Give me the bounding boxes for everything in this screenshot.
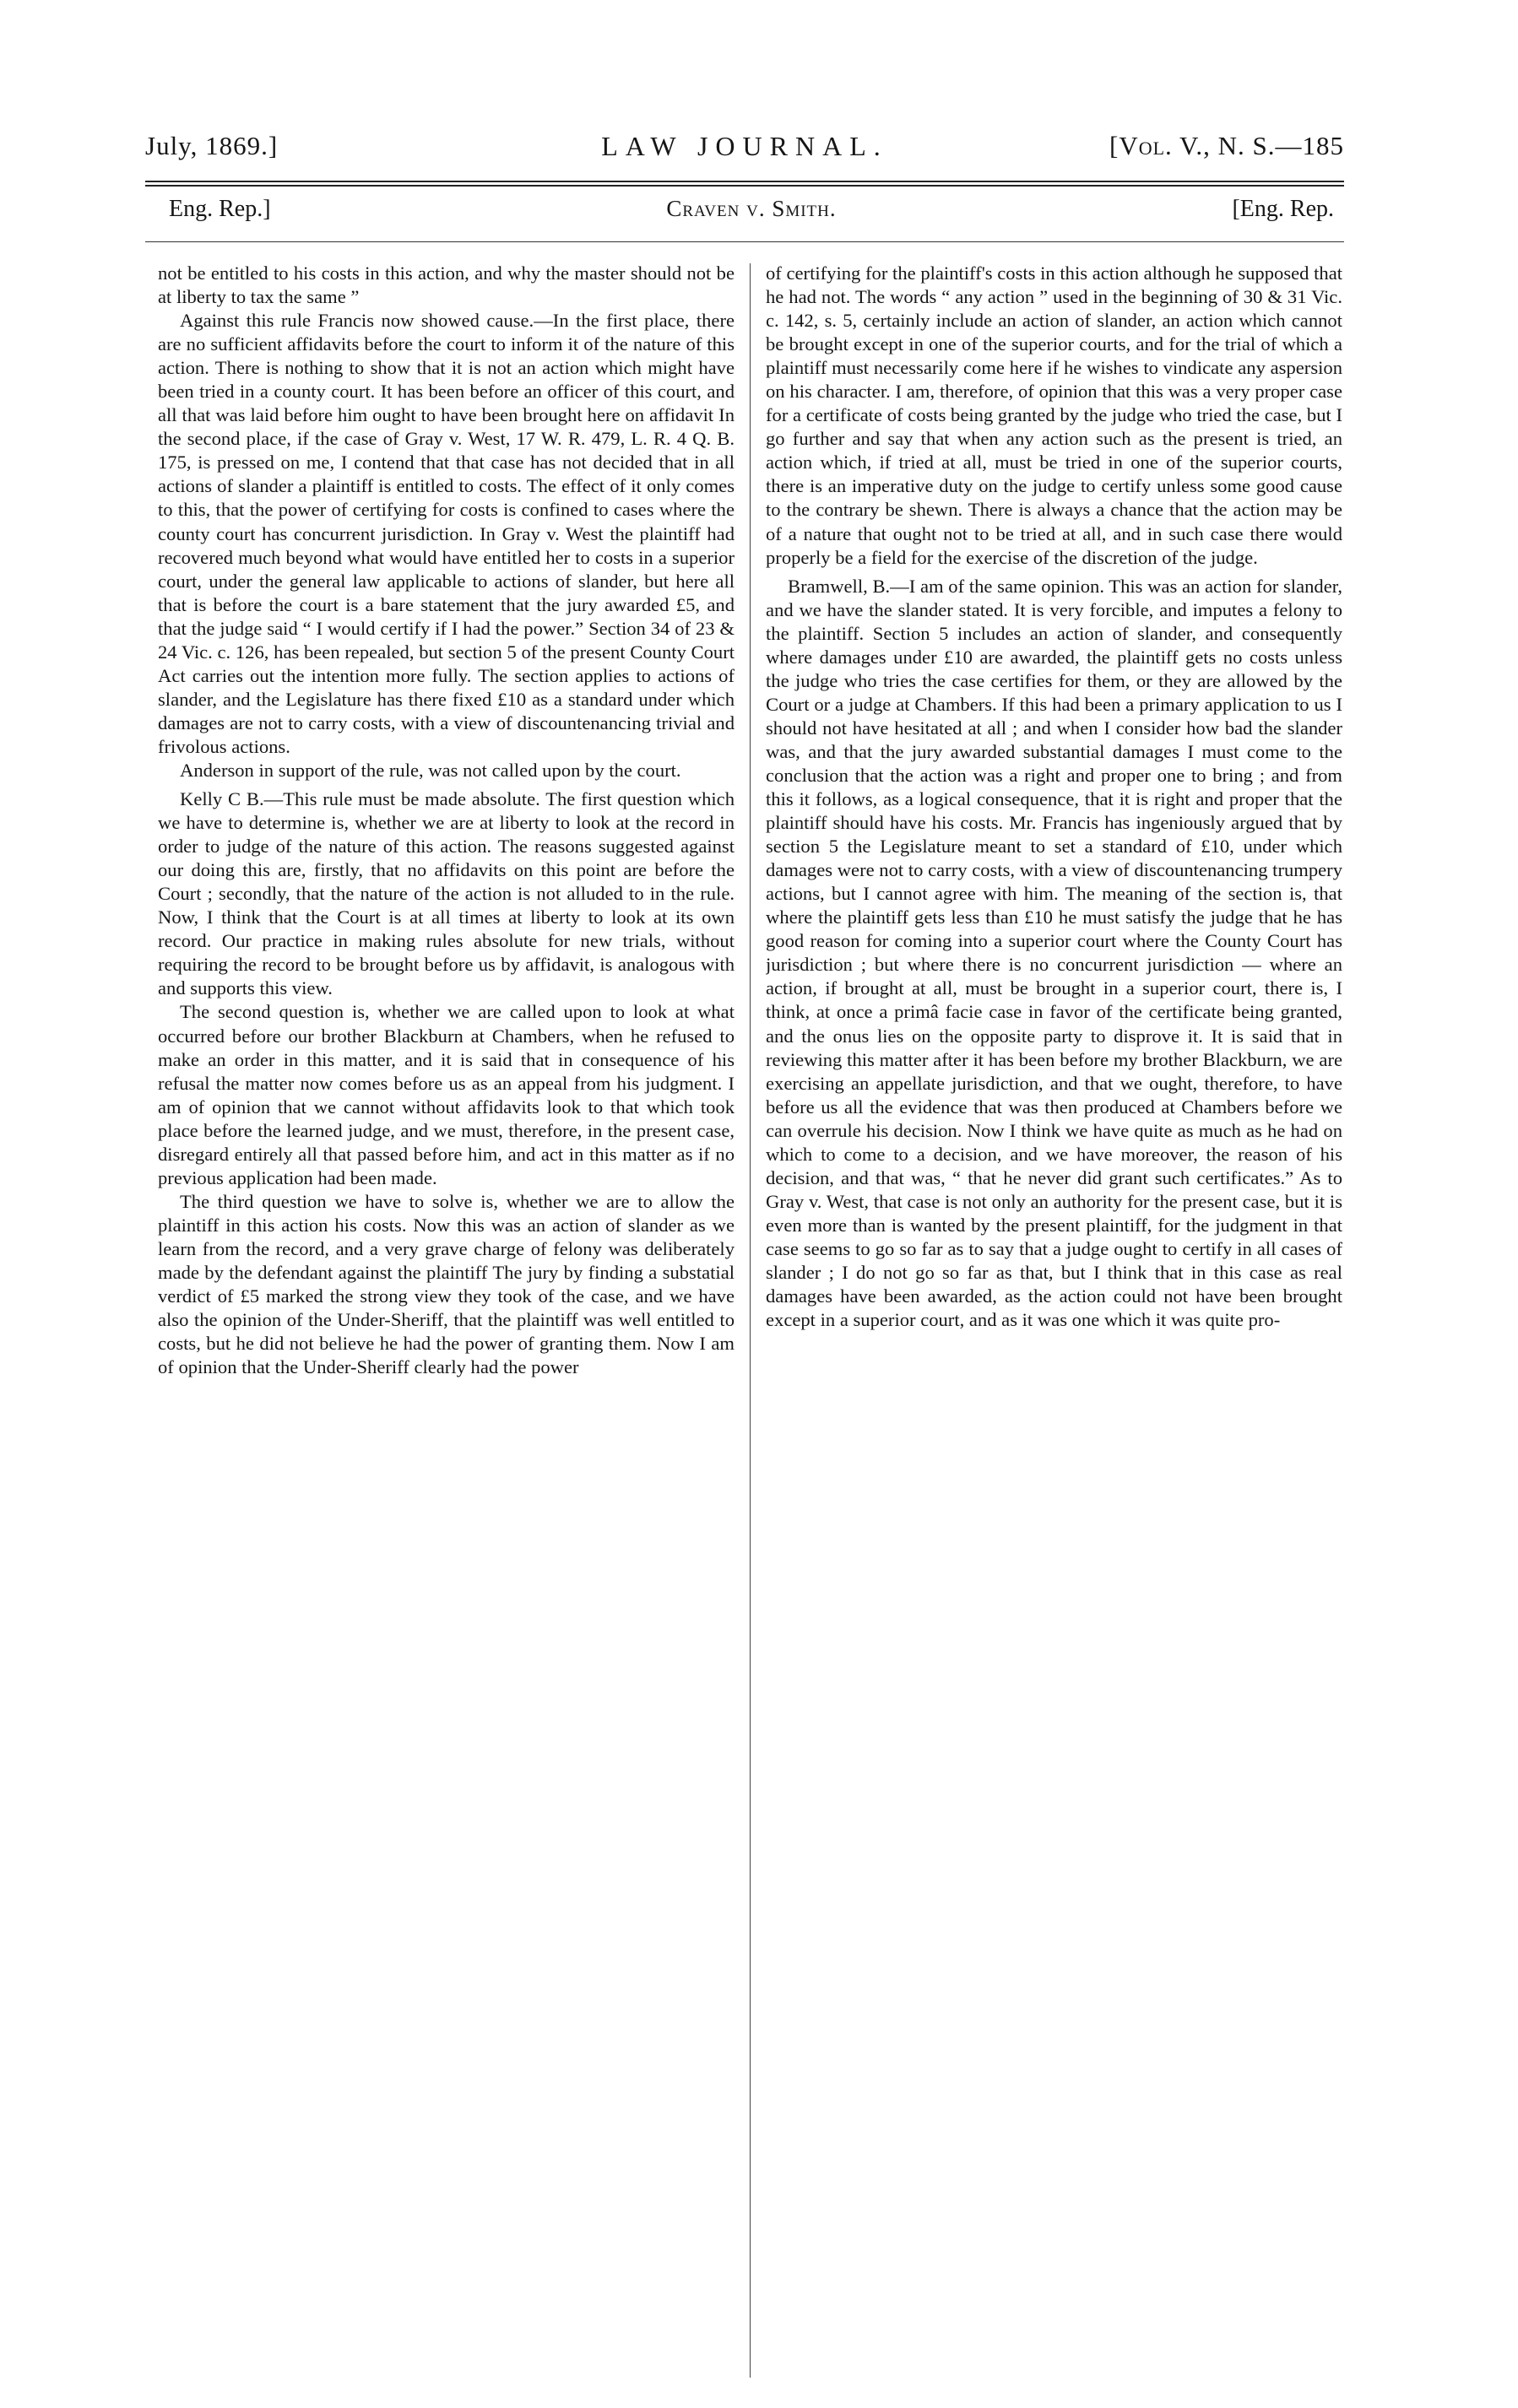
volume-page-number: [Vol. V., N. S.—185 (1109, 131, 1344, 160)
right-column (766, 262, 1342, 2380)
report-section-left: Eng. Rep.] (169, 196, 271, 222)
subheader-rule (145, 241, 1344, 242)
issue-date: July, 1869.] (145, 131, 279, 160)
case-name: Craven v. Smith. (666, 196, 837, 221)
paragraph: The third question we have to solve is, whether we are to allow the plaintiff in this action his costs. Now this was an action of slander as we learn from the record, and a very grave charge of felony was deliberately made by the defendant against the plaintiff The jury by finding a substatial verdict of £5 marked the strong view they took of the case, and we have also the opinion of the Under-Sheriff, that the plaintiff was well entitled to costs, but he did not believe he had the power of granting them. Now I am of opinion that the Under-Sheriff clearly had the power (158, 1190, 735, 1378)
report-section-right: [Eng. Rep. (1232, 196, 1334, 222)
paragraph: The second question is, whether we are called upon to look at what occurred before our brother Blackburn at Chambers, when he refused to make an order in this matter, and it is said that in consequence of his refusal the matter now comes before us as an appeal from his judgment. I am of opinion that we cannot without affidavits look to that which took place before the learned judge, and we must, therefore, in the present case, disregard entirely all that passed before him, and act in this matter as if no previous application had been made. (158, 1001, 735, 1188)
paragraph: not be entitled to his costs in this action, and why the master should not be at liberty to tax the same ” (158, 262, 735, 308)
journal-title: LAW JOURNAL. (601, 131, 888, 161)
paragraph: of certifying for the plaintiff's costs in this action although he supposed that he had not. The words “ any action ” used in the beginning of 30 & 31 Vic. c. 142, s. 5, certainly include an action of slander, an action which cannot be brought except in one of the superior courts, and for the trial of which a plaintiff must necessarily come here if he wishes to vindicate any aspersion on his character. I am, therefore, of opinion that this was a very proper case for a certificate of costs being granted by the judge who tried the case, but I go further and say that when any action such as the present is tried, an action which, if tried at all, must be tried in one of the superior courts, there is an imperative duty on the judge to certify unless some good cause to the contrary be shewn. There is always a chance that the action may be of a nature that ought not to be tried at all, and in such case there would properly be a field for the exercise of the discretion of the judge. (766, 262, 1342, 568)
paragraph: Against this rule Francis now showed cause.—In the first place, there are no sufficient affidavits before the court to inform it of the nature of this action. There is nothing to show that it is not an action which might have been tried in a county court. It has been before an officer of this court, and all that was laid before him ought to have been brought here on affidavit In the second place, if the case of Gray v. West, 17 W. R. 479, L. R. 4 Q. B. 175, is pressed on me, I contend that that case has not decided that in all actions of slander a plaintiff is entitled to costs. The effect of it only comes to this, that the power of certifying for costs is confined to cases where the county court has concurrent jurisdiction. In Gray v. West the plaintiff had recovered much beyond what would have entitled her to costs in a superior court, under the general law applicable to actions of slander, but here all that is before the court is a bare statement that the jury awarded £5, and that the judge said “ I would certify if I had the power.” Section 34 of 23 & 24 Vic. c. 126, has been repealed, but section 5 of the present County Court Act carries out the intention more fully. The section applies to actions of slander, and the Legislature has there fixed £10 as a standard under which damages are not to carry costs, with a view of discountenancing trivial and frivolous actions. (158, 310, 735, 757)
header-rule-top (145, 181, 1344, 182)
case-subheader (169, 196, 1334, 230)
paragraph: Anderson in support of the rule, was not called upon by the court. (180, 759, 681, 781)
running-head (145, 131, 1344, 170)
left-column (158, 262, 735, 2380)
header-rule-bottom (145, 185, 1344, 187)
paragraph: Bramwell, B.—I am of the same opinion. This was an action for slander, and we have the slander stated. It is very forcible, and imputes a felony to the plaintiff. Section 5 includes an action of slander, and consequently where damages under £10 are awarded, the plaintiff gets no costs unless the judge who tries the case certifies for them, or they are allowed by the Court or a judge at Chambers. If this had been a primary application to us I should not have hesitated at all ; and when I consider how bad the slander was, and that the jury awarded substantial damages I must come to the conclusion that the action was a right and proper one to bring ; and from this it follows, as a logical consequence, that it is right and proper that the plaintiff should have his costs. Mr. Francis has ingeniously argued that by section 5 the Legislature meant to set a standard of £10, under which damages were not to carry costs, with a view of discountenancing trumpery actions, but I cannot agree with him. The meaning of the section is, that where the plaintiff gets less than £10 he must satisfy the judge that he has good reason for coming into a superior court where the County Court has jurisdiction ; but where there is no concurrent jurisdiction — where an action, if brought at all, must be brought in a superior court, there is, I think, at once a primâ facie case in favor of the certificate being granted, and the onus lies on the opposite party to disprove it. It is said that in reviewing this matter after it has been before my brother Blackburn, we are exercising an appellate jurisdiction, and that we ought, therefore, to have before us all the evidence that was then produced at Chambers before we can overrule his decision. Now I think we have quite as much as he had on which to come to a decision, and we have moreover, the reason of his decision, and that was, “ that he never did grant such certificates.” As to Gray v. West, that case is not only an authority for the present case, but it is even more than is wanted by the present plaintiff, for the judgment in that case seems to go so far as to say that a judge ought to certify in all cases of slander ; I do not go so far as that, but I think that in this case as real damages have been awarded, as the action could not have been brought except in a superior court, and as it was one which it was quite pro- (766, 575, 1342, 1331)
paragraph: Kelly C B.—This rule must be made absolute. The first question which we have to determine is, whether we are at liberty to look at the record in order to judge of the nature of this action. The reasons suggested against our doing this are, firstly, that no affidavits on this point are before the Court ; secondly, that the nature of the action is not alluded to in the rule. Now, I think that the Court is at all times at liberty to look at its own record. Our practice in making rules absolute for new trials, without requiring the record to be brought before us by affidavit, is analogous with and supports this view. (158, 788, 735, 999)
column-divider (750, 263, 751, 2378)
